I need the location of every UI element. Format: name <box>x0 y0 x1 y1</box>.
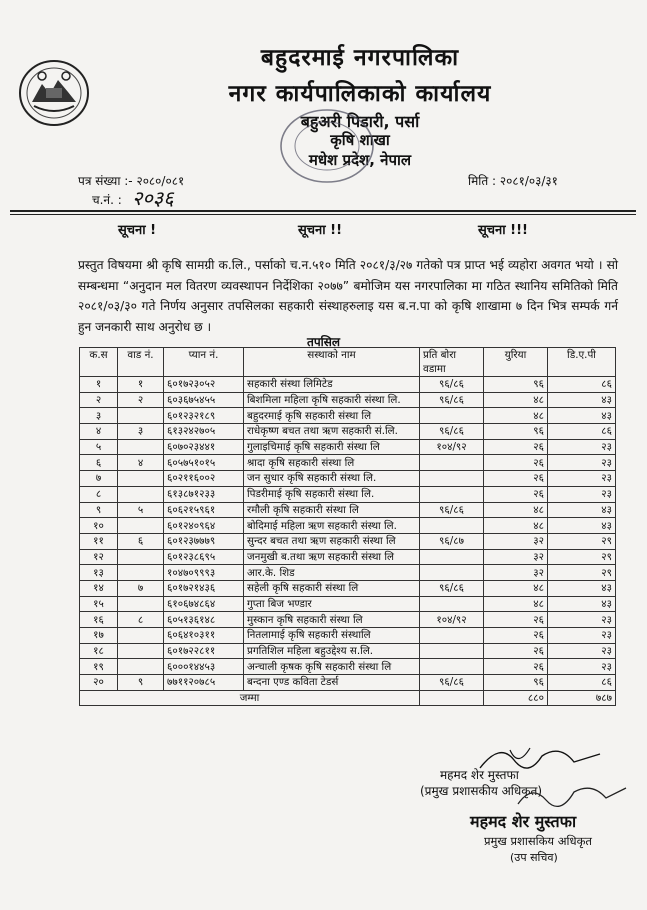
cell-per-sack <box>420 455 484 471</box>
signatory-name-large: महमद शेर मुस्तफा <box>470 812 577 831</box>
cell-org-name: अन्चाली कृषक कृषि सहकारी संस्था लि <box>244 659 420 675</box>
cell-sn: १८ <box>80 643 118 659</box>
cell-ward: ७ <box>118 580 164 596</box>
cell-org-name: राधेकृष्ण बचत तथा ऋण सहकारी सं.लि. <box>244 424 420 440</box>
office-name: नगर कार्यपालिकाको कार्यालय <box>228 81 492 107</box>
total-row <box>80 690 616 706</box>
table-row <box>80 455 616 471</box>
letter-body: प्रस्तुत विषयमा श्री कृषि सामग्री क.लि., पर्साको च.न.५१० मिति २०८१/३/२७ गतेको पत्र प्राप्त भई व्यहोरा अवगत भयो । सो सम्बन्धमा “अनुदान मल वितरण व्यवस्थापन निर्देशिका २०७७” बमोजिम यस नगरपालिका मा गठित स्थानिय समितिको मिति २०८१/०३/३० गते निर्णय अनुसार तपसिलका सहकारी संस्थाहरुलाइ यस ब.न.पा को कृषि शाखामा ७ दिन भित्र सम्पर्क गर्न हुन जनकारी साथ अनुरोध छ । <box>78 258 618 334</box>
cell-urea: ४८ <box>484 392 548 408</box>
total-label: जम्मा <box>80 690 420 706</box>
cell-pan: ६१३८७१२३३ <box>164 486 244 502</box>
cell-urea: २६ <box>484 471 548 487</box>
cell-dap: २९ <box>548 549 616 565</box>
cell-dap: ८६ <box>548 675 616 691</box>
cell-pan: ६०२११६००२ <box>164 471 244 487</box>
cell-pan: ६०६४१०३११ <box>164 628 244 644</box>
cell-urea: २६ <box>484 486 548 502</box>
notice-1: सूचना ! <box>118 223 157 238</box>
cell-org-name: प्रगतिशिल महिला बहुउद्देश्य स.लि. <box>244 643 420 659</box>
cell-ward <box>118 518 164 534</box>
cell-dap: ८६ <box>548 377 616 393</box>
cell-sn: ४ <box>80 424 118 440</box>
cell-org-name: गुलाइचिमाई कृषि सहकारी संस्था लि <box>244 439 420 455</box>
header-org-name: सस्थाको नाम <box>244 348 420 377</box>
cell-pan: ६०१२३७७७९ <box>164 533 244 549</box>
table-row <box>80 565 616 581</box>
table-title: तपसिल <box>306 335 340 349</box>
cell-ward: ६ <box>118 533 164 549</box>
cell-dap: २९ <box>548 565 616 581</box>
cell-dap: २३ <box>548 455 616 471</box>
table-row <box>80 580 616 596</box>
signature-scribble-2 <box>510 778 630 814</box>
cell-ward <box>118 471 164 487</box>
cell-sn: ७ <box>80 471 118 487</box>
cell-sn: १५ <box>80 596 118 612</box>
cell-per-sack: १०४/९२ <box>420 612 484 628</box>
cell-pan: ६१०६७४८६४ <box>164 596 244 612</box>
total-urea: ८८० <box>484 690 548 706</box>
cell-ward <box>118 408 164 424</box>
cell-dap: २३ <box>548 643 616 659</box>
cell-org-name: बिशमिला महिला कृषि सहकारी संस्था लि. <box>244 392 420 408</box>
table-header-row <box>80 348 616 377</box>
cell-org-name: गुप्ता बिज भण्डार <box>244 596 420 612</box>
cell-urea: २६ <box>484 455 548 471</box>
notice-3: सूचना !!! <box>478 223 528 238</box>
letter-date: मिति : २०८१/०३/३१ <box>468 174 558 188</box>
cell-per-sack <box>420 549 484 565</box>
table-row <box>80 408 616 424</box>
cell-ward <box>118 596 164 612</box>
cell-ward: ९ <box>118 675 164 691</box>
dispatch-number-handwritten: २०३६ <box>132 186 174 210</box>
cell-urea: ४८ <box>484 518 548 534</box>
cell-org-name: जनमुखी ब.तथा ऋण सहकारी संस्था लि <box>244 549 420 565</box>
letter-number: पत्र संख्या :- २०८०/०८१ <box>78 174 185 188</box>
cell-dap: २३ <box>548 659 616 675</box>
table-row <box>80 377 616 393</box>
cell-urea: २६ <box>484 612 548 628</box>
cell-pan: १०४७०९९९३ <box>164 565 244 581</box>
cell-dap: ४३ <box>548 518 616 534</box>
cell-per-sack <box>420 518 484 534</box>
cell-org-name: श्रादा कृषि सहकारी संस्था लि <box>244 455 420 471</box>
cell-dap: २३ <box>548 439 616 455</box>
address-line: बहुअरी पिडारी, पर्सा <box>300 112 420 131</box>
header-per-sack: प्रति बोरा वडामा <box>420 348 484 377</box>
cell-org-name: बन्दना एण्ड कविता टेडर्स <box>244 675 420 691</box>
table-row <box>80 628 616 644</box>
cell-urea: ९६ <box>484 424 548 440</box>
cell-pan: ६०१२३८६९५ <box>164 549 244 565</box>
cell-ward: १ <box>118 377 164 393</box>
cell-dap: २३ <box>548 612 616 628</box>
cell-per-sack <box>420 596 484 612</box>
cell-sn: १ <box>80 377 118 393</box>
signatory-name-small: महमद शेर मुस्तफा <box>440 768 519 782</box>
cell-sn: ८ <box>80 486 118 502</box>
cell-urea: ३२ <box>484 533 548 549</box>
notice-2: सूचना !! <box>298 223 343 238</box>
header-pan: प्यान नं. <box>164 348 244 377</box>
cell-per-sack: ९६/८६ <box>420 580 484 596</box>
header-ward: वाड नं. <box>118 348 164 377</box>
branch-name: कृषि शाखा <box>330 131 390 149</box>
header-dap: डि.ए.पी <box>548 348 616 377</box>
cell-per-sack: ९६/८६ <box>420 502 484 518</box>
cell-per-sack: ९६/८६ <box>420 675 484 691</box>
table-row <box>80 439 616 455</box>
cell-org-name: रमौली कृषि सहकारी संस्था लि <box>244 502 420 518</box>
cell-sn: १४ <box>80 580 118 596</box>
signatory-subtitle: (उप सचिव) <box>510 851 558 864</box>
cell-sn: ३ <box>80 408 118 424</box>
cell-sn: ६ <box>80 455 118 471</box>
cell-sn: १६ <box>80 612 118 628</box>
cell-ward <box>118 643 164 659</box>
table-row <box>80 596 616 612</box>
cell-pan: ६१३२४२७०५ <box>164 424 244 440</box>
cell-org-name: बहुदरमाई कृषि सहकारी संस्था लि <box>244 408 420 424</box>
cell-org-name: जन सुधार कृषि सहकारी संस्था लि. <box>244 471 420 487</box>
cell-sn: १९ <box>80 659 118 675</box>
cell-pan: ६०६२१५९६१ <box>164 502 244 518</box>
cell-org-name: नितलामाई कृषि सहकारी संस्थालि <box>244 628 420 644</box>
cell-dap: ४३ <box>548 502 616 518</box>
cell-urea: ४८ <box>484 502 548 518</box>
cell-per-sack <box>420 628 484 644</box>
cell-org-name: आर.के. शिड <box>244 565 420 581</box>
cell-dap: ८६ <box>548 424 616 440</box>
cell-org-name: सुन्दर बचत तथा ऋण सहकारी संस्था लि <box>244 533 420 549</box>
cell-dap: २३ <box>548 628 616 644</box>
cell-ward: ४ <box>118 455 164 471</box>
cell-per-sack: ९६/८६ <box>420 424 484 440</box>
municipality-name: बहुदरमाई नगरपालिका <box>260 45 460 71</box>
table-row <box>80 424 616 440</box>
cell-sn: ९ <box>80 502 118 518</box>
cell-urea: ४८ <box>484 596 548 612</box>
cell-ward: २ <box>118 392 164 408</box>
cell-pan: ६०१७२२८११ <box>164 643 244 659</box>
cell-ward: ३ <box>118 424 164 440</box>
cell-per-sack <box>420 659 484 675</box>
cell-pan: ६०१७२१४३६ <box>164 580 244 596</box>
cell-ward: ८ <box>118 612 164 628</box>
cell-ward: ५ <box>118 502 164 518</box>
cell-sn: १२ <box>80 549 118 565</box>
header-divider <box>10 210 636 212</box>
cell-urea: ३२ <box>484 549 548 565</box>
cell-urea: ९६ <box>484 675 548 691</box>
cell-urea: २६ <box>484 659 548 675</box>
cell-urea: ३२ <box>484 565 548 581</box>
province-line: मधेश प्रदेश, नेपाल <box>308 151 412 169</box>
cell-ward <box>118 549 164 565</box>
cell-sn: १३ <box>80 565 118 581</box>
table-row <box>80 643 616 659</box>
cell-pan: ६०३६७५४५५ <box>164 392 244 408</box>
cell-per-sack <box>420 643 484 659</box>
round-stamp <box>268 104 386 188</box>
cell-dap: २३ <box>548 486 616 502</box>
cell-pan: ६०१२४०९६४ <box>164 518 244 534</box>
cell-org-name: सहेली कृषि सहकारी संस्था लि <box>244 580 420 596</box>
cell-urea: ४८ <box>484 408 548 424</box>
cell-pan: ७७११२०७८५ <box>164 675 244 691</box>
cell-dap: २३ <box>548 471 616 487</box>
cell-ward <box>118 439 164 455</box>
cell-pan: ६०५७५१०१५ <box>164 455 244 471</box>
table-row <box>80 392 616 408</box>
cell-pan: ६०५१३६१४८ <box>164 612 244 628</box>
cell-per-sack <box>420 408 484 424</box>
header-sn: क.स <box>80 348 118 377</box>
cell-ward <box>118 486 164 502</box>
signatory-title-large: प्रमुख प्रशासकिय अधिकृत <box>484 834 592 848</box>
cell-org-name: बोदिमाई महिला ऋण सहकारी संस्था लि. <box>244 518 420 534</box>
cell-pan: ६०७०२३४४१ <box>164 439 244 455</box>
cell-per-sack: १०४/९२ <box>420 439 484 455</box>
cell-dap: ४३ <box>548 392 616 408</box>
cell-urea: ९६ <box>484 377 548 393</box>
cell-per-sack <box>420 565 484 581</box>
table-row <box>80 471 616 487</box>
total-dap: ७८७ <box>548 690 616 706</box>
table-row <box>80 502 616 518</box>
cell-urea: २६ <box>484 643 548 659</box>
cell-dap: ४३ <box>548 580 616 596</box>
cell-org-name: सहकारी संस्था लिमिटेड <box>244 377 420 393</box>
cell-dap: ४३ <box>548 408 616 424</box>
allocation-table <box>79 347 616 706</box>
cell-pan: ६०१२३२१८९ <box>164 408 244 424</box>
municipal-emblem-icon <box>18 58 90 128</box>
cell-sn: ११ <box>80 533 118 549</box>
table-row <box>80 675 616 691</box>
signatory-title-small: (प्रमुख प्रशासकीय अधिकृत) <box>420 784 543 798</box>
cell-per-sack: ९६/८६ <box>420 377 484 393</box>
cell-org-name: मुस्कान कृषि सहकारी संस्था लि <box>244 612 420 628</box>
cell-ward <box>118 565 164 581</box>
table-row <box>80 612 616 628</box>
cell-per-sack: ९६/८७ <box>420 533 484 549</box>
table-row <box>80 659 616 675</box>
table-row <box>80 533 616 549</box>
cell-urea: २६ <box>484 628 548 644</box>
cell-urea: ४८ <box>484 580 548 596</box>
cell-org-name: पिडरीमाई कृषि सहकारी संस्था लि. <box>244 486 420 502</box>
cell-ward <box>118 628 164 644</box>
cell-urea: २६ <box>484 439 548 455</box>
cell-ward <box>118 659 164 675</box>
dispatch-number-label: च.नं. : <box>92 193 122 207</box>
cell-pan: ६०१७२३०५२ <box>164 377 244 393</box>
header-divider-thin <box>10 214 636 215</box>
cell-dap: ४३ <box>548 596 616 612</box>
cell-sn: २० <box>80 675 118 691</box>
header-urea: युरिया <box>484 348 548 377</box>
cell-pan: ६०००१४४५३ <box>164 659 244 675</box>
cell-sn: १७ <box>80 628 118 644</box>
cell-per-sack <box>420 471 484 487</box>
total-empty <box>420 690 484 706</box>
cell-per-sack: ९६/८६ <box>420 392 484 408</box>
cell-sn: ५ <box>80 439 118 455</box>
cell-sn: १० <box>80 518 118 534</box>
table-row <box>80 549 616 565</box>
cell-per-sack <box>420 486 484 502</box>
cell-dap: २९ <box>548 533 616 549</box>
table-row <box>80 486 616 502</box>
cell-sn: २ <box>80 392 118 408</box>
table-row <box>80 518 616 534</box>
